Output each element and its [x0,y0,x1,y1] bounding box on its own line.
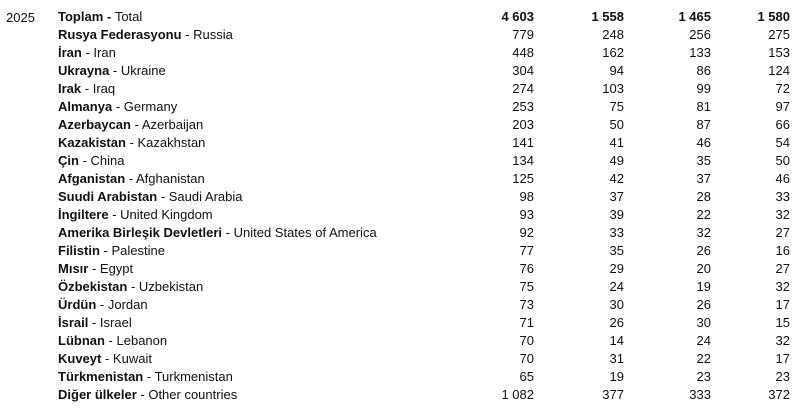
table-row [58,44,790,62]
table-row [58,224,790,242]
name-separator: - [136,387,149,402]
english-name: Israel [99,315,132,330]
country-name-cell [58,62,433,80]
turkish-name: Irak [58,81,82,96]
value-cell-2: 86 [696,63,711,78]
total-value-cell: 70 [519,351,534,366]
country-name-cell [58,350,433,368]
country-table-body [58,8,790,404]
country-name-cell [58,170,433,188]
value-cell-3: 32 [775,279,790,294]
country-name-cell [58,206,433,224]
country-name-cell [58,386,433,404]
value-cell-3: 27 [775,225,790,240]
english-name: Lebanon [116,333,168,348]
name-separator: - [103,9,115,24]
value-cell-3: 33 [775,189,790,204]
name-separator: - [81,81,93,96]
english-name: Other countries [148,387,238,402]
country-name-cell [58,332,433,350]
turkish-name: Rusya Federasyonu [58,27,182,42]
table-row [58,134,790,152]
table-row [58,116,790,134]
total-value-cell: 203 [512,117,534,132]
value-cell-3: 54 [775,135,790,150]
value-cell-2: 30 [696,315,711,330]
turkish-name: Suudi Arabistan [58,189,158,204]
table-row [58,206,790,224]
country-name-cell [58,98,433,116]
value-cell-2: 24 [696,333,711,348]
name-separator: - [127,279,139,294]
total-value-cell: 92 [519,225,534,240]
value-cell-2: 333 [689,387,711,402]
turkish-name: Lübnan [58,333,105,348]
table-row [58,26,790,44]
year-label: 2025 [6,10,35,25]
total-value-cell: 93 [519,207,534,222]
table-row [58,80,790,98]
total-value-cell: 98 [519,189,534,204]
value-cell-3: 66 [775,117,790,132]
name-separator: - [88,261,100,276]
name-separator: - [125,171,137,186]
english-name: Iran [93,45,116,60]
value-cell-1: 162 [602,45,624,60]
value-cell-3: 16 [775,243,790,258]
value-cell-3: 17 [775,297,790,312]
value-cell-1: 35 [609,243,624,258]
value-cell-2: 32 [696,225,711,240]
total-row [58,8,790,26]
value-cell-2: 23 [696,369,711,384]
table-row [58,188,790,206]
value-cell-2: 22 [696,207,711,222]
name-separator: - [99,243,112,258]
country-name-cell [58,116,433,134]
total-value-cell: 134 [512,153,534,168]
value-cell-3: 27 [775,261,790,276]
turkish-name: Toplam [58,9,104,24]
value-cell-3: 17 [775,351,790,366]
english-name: Total [114,9,143,24]
value-cell-2: 26 [696,297,711,312]
country-name-cell [58,368,433,386]
value-cell-2: 81 [696,99,711,114]
turkish-name: İngiltere [58,207,109,222]
total-value-cell: 253 [512,99,534,114]
value-cell-2: 87 [696,117,711,132]
name-separator: - [222,225,234,240]
value-cell-1: 1 558 [591,9,624,24]
value-cell-3: 32 [775,333,790,348]
value-cell-3: 32 [775,207,790,222]
name-separator: - [81,45,94,60]
value-cell-1: 31 [609,351,624,366]
english-name: Kuwait [112,351,152,366]
turkish-name: Azerbaycan [58,117,131,132]
country-name-cell [58,26,433,44]
total-value-cell: 65 [519,369,534,384]
table-row [58,350,790,368]
total-value-cell: 448 [512,45,534,60]
table-row [58,386,790,404]
value-cell-2: 256 [689,27,711,42]
total-value-cell: 779 [512,27,534,42]
country-name-cell [58,224,433,242]
name-separator: - [143,369,155,384]
value-cell-1: 103 [602,81,624,96]
name-separator: - [96,297,108,312]
name-separator: - [112,99,124,114]
turkish-name: Özbekistan [58,279,128,294]
name-separator: - [125,135,138,150]
table-row [58,260,790,278]
turkish-name: İsrail [58,315,89,330]
value-cell-2: 46 [696,135,711,150]
name-separator: - [101,351,113,366]
value-cell-1: 75 [609,99,624,114]
english-name: China [90,153,125,168]
table-row [58,242,790,260]
country-name-cell [58,152,433,170]
country-name-cell [58,260,433,278]
name-separator: - [104,333,117,348]
table-row [58,62,790,80]
value-cell-1: 49 [609,153,624,168]
value-cell-2: 19 [696,279,711,294]
value-cell-3: 46 [775,171,790,186]
name-separator: - [78,153,91,168]
country-name-cell [58,314,433,332]
english-name: Turkmenistan [154,369,233,384]
total-value-cell: 73 [519,297,534,312]
turkish-name: Afganistan [58,171,126,186]
country-table [58,8,790,404]
total-value-cell: 141 [512,135,534,150]
turkish-name: Ukrayna [58,63,110,78]
value-cell-1: 14 [609,333,624,348]
table-row [58,368,790,386]
english-name: Russia [193,27,233,42]
country-name-cell [58,188,433,206]
country-name-cell [58,242,433,260]
value-cell-1: 41 [609,135,624,150]
value-cell-1: 19 [609,369,624,384]
english-name: Azerbaijan [141,117,204,132]
turkish-name: Çin [58,153,79,168]
value-cell-1: 24 [609,279,624,294]
value-cell-3: 275 [768,27,790,42]
total-value-cell: 1 082 [501,387,534,402]
english-name: Kazakhstan [137,135,206,150]
country-name-cell [58,296,433,314]
country-name-cell [58,80,433,98]
value-cell-2: 133 [689,45,711,60]
value-cell-3: 23 [775,369,790,384]
total-value-cell: 4 603 [501,9,534,24]
total-value-cell: 76 [519,261,534,276]
turkish-name: Amerika Birleşik Devletleri [58,225,223,240]
total-value-cell: 75 [519,279,534,294]
value-cell-2: 26 [696,243,711,258]
turkish-name: Almanya [58,99,113,114]
value-cell-1: 50 [609,117,624,132]
table-row [58,314,790,332]
english-name: Jordan [107,297,148,312]
name-separator: - [130,117,142,132]
value-cell-2: 28 [696,189,711,204]
value-cell-2: 1 465 [678,9,711,24]
name-separator: - [181,27,194,42]
total-value-cell: 125 [512,171,534,186]
value-cell-3: 97 [775,99,790,114]
english-name: Ukraine [120,63,166,78]
value-cell-2: 99 [696,81,711,96]
turkish-name: Diğer ülkeler [58,387,137,402]
value-cell-2: 35 [696,153,711,168]
value-cell-1: 39 [609,207,624,222]
turkish-name: Türkmenistan [58,369,144,384]
value-cell-1: 29 [609,261,624,276]
value-cell-1: 94 [609,63,624,78]
english-name: Palestine [111,243,165,258]
table-row [58,332,790,350]
english-name: Uzbekistan [138,279,204,294]
total-value-cell: 70 [519,333,534,348]
turkish-name: İran [58,45,82,60]
name-separator: - [157,189,169,204]
value-cell-1: 26 [609,315,624,330]
turkish-name: Ürdün [58,297,97,312]
table-row [58,170,790,188]
english-name: United Kingdom [120,207,213,222]
turkish-name: Filistin [58,243,100,258]
value-cell-3: 1 580 [757,9,790,24]
turkish-name: Mısır [58,261,89,276]
total-value-cell: 304 [512,63,534,78]
name-separator: - [88,315,100,330]
table-row [58,98,790,116]
value-cell-1: 377 [602,387,624,402]
table-row [58,296,790,314]
country-name-cell [58,278,433,296]
table-row [58,278,790,296]
english-name: Germany [123,99,178,114]
english-name: Saudi Arabia [168,189,243,204]
total-value-cell: 77 [519,243,534,258]
value-cell-3: 124 [768,63,790,78]
value-cell-3: 153 [768,45,790,60]
value-cell-2: 20 [696,261,711,276]
total-value-cell: 274 [512,81,534,96]
value-cell-3: 372 [768,387,790,402]
turkish-name: Kazakistan [58,135,126,150]
country-name-cell [58,44,433,62]
english-name: Egypt [99,261,134,276]
english-name: Afghanistan [136,171,205,186]
english-name: United States of America [233,225,377,240]
name-separator: - [108,207,121,222]
value-cell-1: 37 [609,189,624,204]
value-cell-1: 33 [609,225,624,240]
name-separator: - [109,63,121,78]
total-value-cell: 71 [519,315,534,330]
value-cell-1: 248 [602,27,624,42]
value-cell-3: 50 [775,153,790,168]
value-cell-3: 72 [775,81,790,96]
value-cell-3: 15 [775,315,790,330]
english-name: Iraq [92,81,116,96]
value-cell-2: 22 [696,351,711,366]
value-cell-1: 42 [609,171,624,186]
country-name-cell [58,134,433,152]
turkish-name: Kuveyt [58,351,102,366]
country-name-cell [58,8,433,26]
table-row [58,152,790,170]
value-cell-2: 37 [696,171,711,186]
value-cell-1: 30 [609,297,624,312]
